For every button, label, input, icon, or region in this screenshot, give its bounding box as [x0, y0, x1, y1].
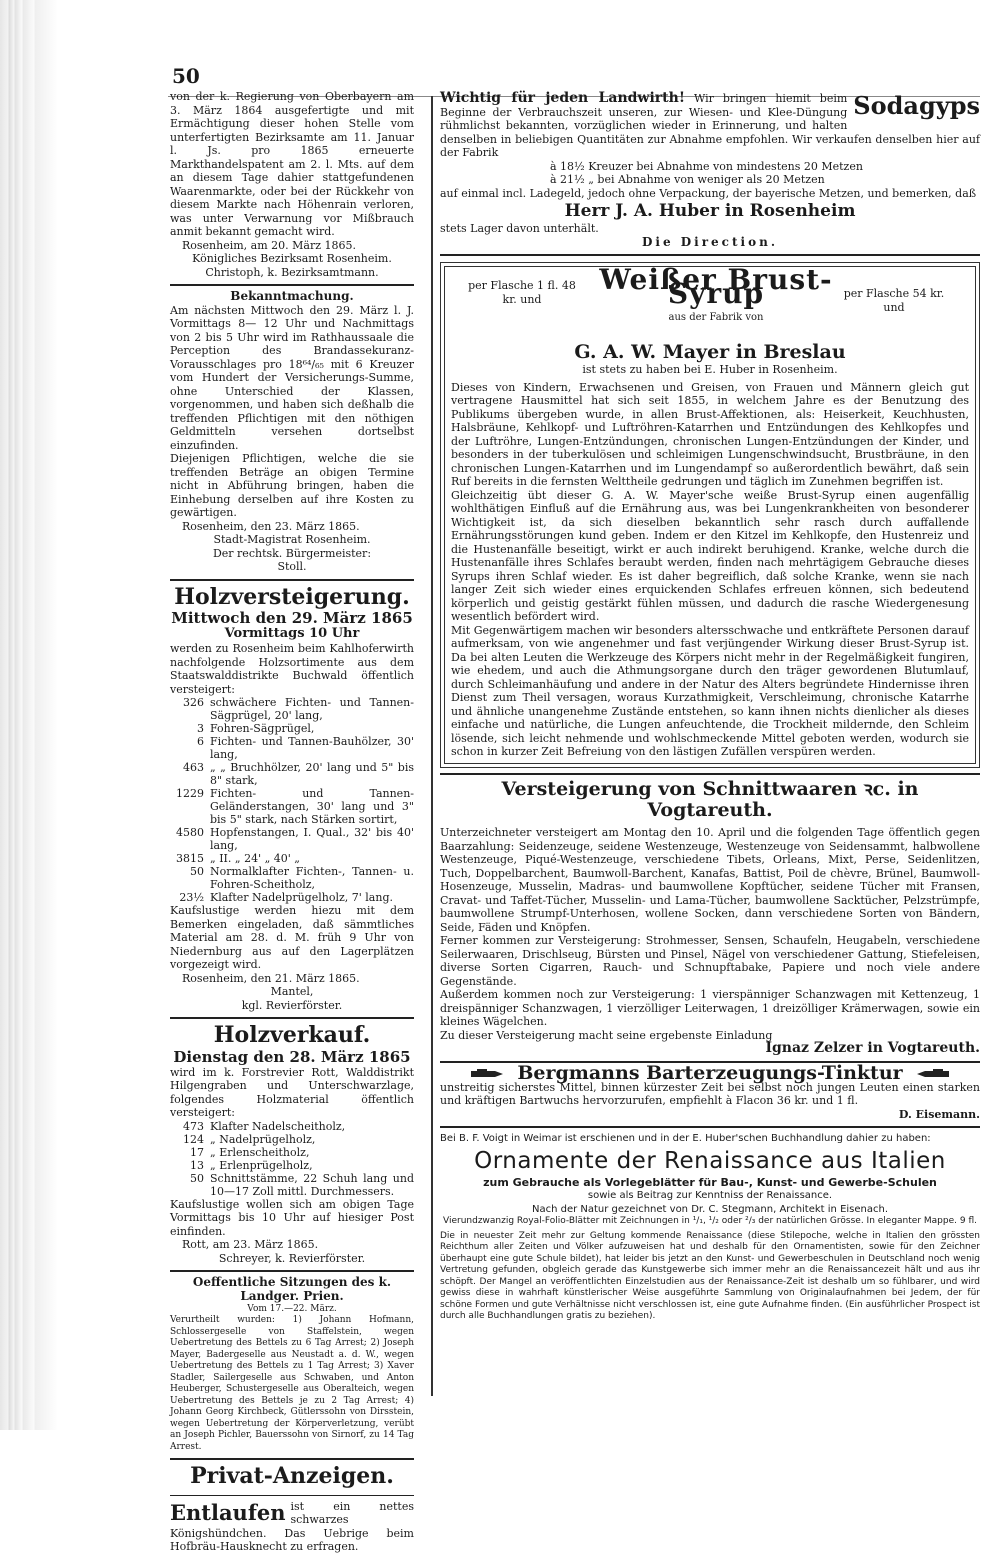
- notice-closing: Kaufslustige wollen sich am obigen Tage Vormittags bis 10 Uhr auf hiesiger Post einfinden.: [170, 1197, 414, 1238]
- notice-court-sessions: [170, 1276, 414, 1453]
- wood-description: Normalklafter Fichten-, Tannen- u. Fohren-Scheitholz,: [210, 865, 414, 892]
- ad-signer: Die Direction.: [641, 234, 778, 249]
- ad-lead: Wichtig für jeden Landwirth!: [440, 90, 685, 106]
- divider: [170, 1495, 414, 1496]
- notice-date: Rosenheim, am 20. März 1865.: [182, 238, 357, 252]
- ad-frame: [444, 263, 976, 764]
- wood-quantity: 17: [190, 1145, 204, 1159]
- ad-beard-tincture: [440, 1061, 980, 1122]
- wood-quantity: 473: [183, 1119, 204, 1133]
- wood-description: Klafter Nadelscheitholz,: [210, 1119, 346, 1133]
- wood-list-row: [170, 852, 414, 865]
- divider: [440, 1126, 980, 1128]
- ad-auction-vogtareuth: [440, 779, 980, 1056]
- ad-body: Die in neuester Zeit mehr zur Geltung kommende Renaissance (diese Stilepoche, welche in Italien den grössten Reichthum aller Zeiten und Völker aufzuweisen hat und deshalb für den Ornamentisten, sowie für den Zeichner überhaupt eine gute Schule bildet), hat leider bis jetzt an den Kunst- und Gewerbeschulen in Deutschland noch wenig Vertretung gefunden, obgleich gerade das Kunstgewerbe sich immer mehr an die Renaissancezeit hält und aus ihr schöpft. Der Mangel an veröffentlichten Einzelstudien aus der Renaissance-Zeit ist deshalb um so fühlbarer, und wird gewiss diese in wahrhaft künstlerischer Weise ausgeführte Sammlung von Originalaufnahmen bei Jedem, der für schöne Formen und gute Verhältnisse nicht verschlossen ist, eine gute Aufnahme finden. (Ein ausführlicher Prospect ist durch alle Buchhandlungen gratis zu beziehen).: [440, 1230, 980, 1322]
- ad-body: Dieses von Kindern, Erwachsenen und Greisen, von Frauen und Männern gleich gut vertragene Hausmittel hat sich seit 1855, in welchem Jahre es der Benutzung des Publikums übergeben wurde, in allen Brust-Affektionen, als: Heiserkeit, Keuchhusten, Halsbräune, Kehlkopf- und Luftröhren-Katarrhen und Entzündungen des Kehlkopfes und der Luftröhre, Lungen-Entzündungen, chronischen Lungen-Entzündungen der Kinder, und besonders in der tuberkulösen und schleimigen Lungenschwindsucht, Brustbräune, in den chronischen Lungen-Katarrhen und im Lungendampf so außerordentlich bewährt, daß sein Ruf bereits in die fernsten Welttheile gedrungen und täglich im Zunehmen begriffen ist.: [451, 380, 969, 488]
- ad-body: Unterzeichneter versteigert am Montag den 10. April und die folgenden Tage öffentlich gegen Baarzahlung: Seidenzeuge, seidene Westenzeuge, Westenzeuge von Seidensammt, halbwollene Westenzeuge, Piqué-Westenzeuge, verschiedene Tibets, Orleans, Mixt, Perse, Seidenlitzen, Tuch, Doppelbarchent, Baumwoll-Barchent, Kanafas, Battist, Poil de chèvre, Brünel, Baumwoll-Hosenzeuge, Musselin, Madras- und baumwollene Kopftücher, seidene Tücher mit Fransen, Cravat- und Taffet-Tücher, Musselin- und Lama-Tücher, baumwollene Sacktücher, Pelzstrümpfe, baumwollene Strumpf-Unterhosen, wollene Socken, dann verschiedene Sorten von Bändern, Seide, Fäden und Knöpfen.: [440, 826, 980, 934]
- wood-quantity: 463: [183, 761, 204, 775]
- left-column: [170, 90, 414, 1554]
- book-binding-edge: [0, 0, 58, 1430]
- ad-title: Ornamente der Renaissance aus Italien: [474, 1147, 946, 1174]
- notice-role: Der rechtsk. Bürgermeister:: [212, 546, 372, 560]
- notice-title: Holzverkauf.: [213, 1022, 371, 1049]
- ad-title: Versteigerung von Schnittwaaren ꝛc. in Vogtareuth.: [501, 777, 919, 822]
- ad-title: Bergmanns Barterzeugungs-Tinktur: [517, 1061, 903, 1084]
- ad-title: Weißer Brust-Syrup: [599, 263, 833, 310]
- ad-body-2: auf einmal incl. Ladegeld, jedoch ohne Verpackung, der bayerische Metzen, und bemerken, daß: [440, 186, 977, 200]
- column-divider: [431, 96, 433, 1396]
- notice-office: Stadt-Magistrat Rosenheim.: [213, 533, 371, 547]
- ad-body-3: Außerdem kommen noch zur Versteigerung: 1 vierspänniger Schanzwagen mit Kettenzeug, 1 dreispänniger Schanzwagen, 1 vierzölliger Leiterwagen, 1 dreizölliger Krämerwagen, sowie ein kleines Wägelchen.: [440, 988, 980, 1029]
- ad-signer: Ignaz Zelzer in Vogtareuth.: [765, 1040, 980, 1057]
- wood-description: Fichten- und Tannen-Bauhölzer, 30' lang,: [210, 735, 414, 762]
- ad-seller: ist stets zu haben bei E. Huber in Rosenheim.: [582, 363, 838, 376]
- wood-description: Fichten- und Tannen-Geländerstangen, 30' lang und 3" bis 5" stark, nach Stärken sortirt,: [210, 787, 414, 827]
- notice-date: Rott, am 23. März 1865.: [182, 1238, 319, 1252]
- wood-list-row: [170, 826, 414, 852]
- ad-lost-dog: [170, 1500, 414, 1554]
- divider: [170, 1017, 414, 1019]
- section-title: Privat-Anzeigen.: [190, 1463, 394, 1490]
- ad-maker: G. A. W. Mayer in Breslau: [574, 341, 846, 363]
- wood-description: Fohren-Sägprügel,: [210, 722, 315, 736]
- ad-body: ist ein nettes schwarzes Königshündchen. Das Uebrige beim Hofbräu-Hausknecht zu erfragen.: [170, 1499, 414, 1554]
- notice-title: Holzversteigerung.: [174, 583, 410, 610]
- wood-list-row: [170, 1133, 414, 1146]
- pointing-hand-left-icon: [911, 1067, 951, 1081]
- divider: [170, 579, 414, 581]
- notice-title: Oeffentliche Sitzungen des k. Landger. Prien.: [192, 1275, 392, 1304]
- wood-quantity: 3815: [176, 852, 204, 866]
- notice-office: Königliches Bezirksamt Rosenheim.: [192, 252, 392, 265]
- wood-quantity: 4580: [176, 826, 204, 840]
- divider: [170, 284, 414, 286]
- private-ads: [170, 1464, 414, 1553]
- ad-format: Vierundzwanzig Royal-Folio-Blätter mit Zeichnungen in ¹/₁, ¹/₂ oder ²/₃ der natürlichen Grösse. In eleganter Mappe. 9 fl.: [443, 1216, 977, 1227]
- wood-quantity: 50: [190, 865, 204, 879]
- notice-dates: Vom 17.—22. März.: [247, 1303, 337, 1314]
- divider: [170, 1270, 414, 1272]
- notice-date-line: Dienstag den 28. März 1865: [173, 1047, 411, 1066]
- notice-announcement: [170, 290, 414, 574]
- ad-lead: Entlaufen: [170, 1499, 286, 1525]
- notice-date: Rosenheim, den 23. März 1865.: [182, 519, 360, 533]
- notice-date-line: Mittwoch den 29. März 1865: [171, 609, 413, 628]
- notice-date: Rosenheim, den 21. März 1865.: [182, 971, 360, 985]
- divider: [440, 254, 980, 256]
- wood-list: [170, 1120, 414, 1198]
- wood-list-row: [170, 891, 414, 904]
- divider: [170, 1458, 414, 1460]
- wood-quantity: 6: [197, 735, 204, 749]
- notice-signer: Mantel,: [270, 985, 314, 999]
- ad-subtitle: zum Gebrauche als Vorlegeblätter für Bau-, Kunst- und Gewerbe-Schulen: [483, 1175, 937, 1189]
- notice-lost-patent: [170, 90, 414, 279]
- wood-description: Schnittstämme, 22 Schuh lang und 10—17 Zoll mittl. Durchmessers.: [210, 1171, 414, 1198]
- ad-renaissance-book: [440, 1132, 980, 1323]
- notice-signer: Christoph, k. Bezirksamtmann.: [205, 265, 379, 279]
- divider: [440, 773, 980, 775]
- wood-description: „ Erlenscheitholz,: [210, 1145, 310, 1159]
- ad-from: aus der Fabrik von: [668, 312, 764, 323]
- wood-list-row: [170, 1120, 414, 1133]
- ad-agent: Herr J. A. Huber in Rosenheim: [564, 201, 856, 221]
- wood-quantity: 23½: [179, 891, 204, 905]
- wood-quantity: 13: [190, 1158, 204, 1172]
- notice-closing: Kaufslustige werden hiezu mit dem Bemerken eingeladen, daß sämmtliches Material am 28. d. M. früh 9 Uhr von Niedernburg aus auf den Lagerplätzen vorgezeigt wird.: [170, 904, 414, 972]
- notice-body: von der k. Regierung von Oberbayern am 3. März 1864 ausgefertigte und mit Ermächtigung dieser hohen Stelle vom unterfertigten Bezirksamte am 11. Januar l. Js. pro 1865 erneuerte Markthandelspatent am 2. l. Mts. auf dem an diesem Tage dahier stattgefundenen Waarenmarkte, oder bei der Rückkehr von diesem Markte nach Höhenrain verloren, was unter Verwarnung vor Mißbrauch anmit bekannt gemacht wird.: [170, 90, 414, 238]
- wood-description: „ Nadelprügelholz,: [210, 1132, 316, 1146]
- pointing-hand-right-icon: [469, 1067, 509, 1081]
- ad-signer: D. Eisemann.: [898, 1107, 980, 1121]
- wood-list-row: [170, 1159, 414, 1172]
- wood-quantity: 1229: [176, 787, 204, 801]
- notice-time-line: Vormittags 10 Uhr: [224, 626, 360, 642]
- ad-brust-syrup: [440, 262, 980, 768]
- wood-description: „ Erlenprügelholz,: [210, 1158, 313, 1172]
- wood-list-row: [170, 787, 414, 826]
- notice-wood-auction: [170, 585, 414, 1012]
- notice-body: Verurtheilt wurden: 1) Johann Hofmann, Schlossergeselle von Staffelstein, wegen Uebertretung des Bettels zu 6 Tag Arrest; 2) Joseph Mayer, Badergeselle aus Neustadt a. d. W., wegen Uebertretung des Bettels zu 1 Tag Arrest; 3) Xaver Stadler, Sailergeselle aus Schwaben, und Anton Heuberger, Schustergeselle aus Oberalteich, wegen Uebertretung des Bettels je zu 2 Tag Arrest; 4) Johann Georg Kirchbeck, Gütlerssohn von Dirsstein, wegen Uebertretung der Körperverletzung, verübt an Joseph Pichler, Bauerssohn von Sirnorf, zu 14 Tag Arrest.: [170, 1315, 414, 1452]
- ad-subtitle-2: sowie als Beitrag zur Kenntniss der Renaissance.: [587, 1190, 833, 1202]
- notice-signer: Schreyer, k. Revierförster.: [218, 1251, 366, 1265]
- wood-quantity: 124: [183, 1132, 204, 1146]
- notice-signer: Stoll.: [277, 560, 307, 574]
- notice-intro: wird im k. Forstrevier Rott, Walddistrikt Hilgengraben und Unterschwarzlage, folgendes Holzmaterial öffentlich versteigert:: [170, 1065, 414, 1120]
- wood-description: „ „ Bruchhölzer, 20' lang und 5" bis 8" stark,: [210, 761, 414, 788]
- wood-list-row: [170, 1172, 414, 1198]
- product-name: Sodagyps: [853, 91, 980, 120]
- ad-header: [451, 263, 969, 341]
- wood-list-row: [170, 761, 414, 787]
- wood-description: Hopfenstangen, I. Qual., 32' bis 40' lang,: [210, 826, 414, 853]
- notice-role: kgl. Revierförster.: [241, 998, 343, 1012]
- ad-body-3: Mit Gegenwärtigem machen wir besonders altersschwache und entkräftete Personen darauf aufmerksam, von wie angenehmer und fast verjüngender Wirkung dieser Brust-Syrup ist. Da bei alten Leuten die Werkzeuge des Körpers nicht mehr in der Regelmäßigkeit fungiren, wie ehedem, und auch die Athmungsorgane durch den träger gewordenen Blutumlauf, durch Schleimanhäufung und andere in der Natur des Alters begründete Hindernisse ihren Dienst zum Theil versagen, woraus Kurzathmigkeit, Verschleimung, chronische Katarrhe und ähnliche unangenehme Zustände entstehen, so kann ihnen nichts dienlicher als dieses einfache und natürliche, die Lungen anfeuchtende, die Trockheit mildernde, den Schleim lösende, sich leicht nehmende und wohlschmeckende Mittel geboten werden, wodurch sie schon in kurzer Zeit Befreiung von den lästigen Zufällen verspüren werden.: [451, 623, 969, 758]
- wood-list-row: [170, 865, 414, 891]
- ad-author: Nach der Natur gezeichnet von Dr. C. Stegmann, Architekt in Eisenach.: [531, 1203, 889, 1215]
- ad-sodagyps: [440, 92, 980, 249]
- ad-body-4: Zu dieser Versteigerung macht seine ergebenste Einladung: [440, 1028, 773, 1042]
- ad-body-3: stets Lager davon unterhält.: [440, 222, 599, 235]
- page-number: 50: [172, 64, 200, 88]
- wood-list-row: [170, 735, 414, 761]
- price-left: per Flasche 1 fl. 48 kr. und: [468, 279, 576, 306]
- wood-list-row: [170, 722, 414, 735]
- wood-list-row: [170, 1146, 414, 1159]
- ad-body: Wir bringen hiemit beim Beginne der Verbrauchszeit unseren, zur Wiesen- und Klee-Düngung rühmlichst bekannten, vorzüglichen wieder in Erinnerung, und halten denselben in beliebigen Quantitäten zur Abnahme empfohlen. Wir verkaufen denselben hier auf der Fabrik: [440, 92, 980, 159]
- notice-title: Bekanntmachung.: [230, 289, 354, 303]
- notice-body-2: Diejenigen Pflichtigen, welche die sie treffenden Beträge an obigen Termine nicht in Abführung bringen, haben die Einhebung derselben auf ihre Kosten zu gewärtigen.: [170, 452, 414, 520]
- wood-quantity: 50: [190, 1171, 204, 1185]
- wood-list-row: [170, 696, 414, 722]
- wood-description: schwächere Fichten- und Tannen-Sägprügel, 20' lang,: [210, 696, 414, 723]
- notice-intro: werden zu Rosenheim beim Kahlhoferwirth nachfolgende Holzsortimente aus dem Staatswalddistrikte Buchwald öffentlich versteigert:: [170, 642, 414, 696]
- notice-wood-sale: [170, 1023, 414, 1265]
- wood-quantity: 326: [183, 696, 204, 710]
- ad-body-2: Gleichzeitig übt dieser G. A. W. Mayer'sche weiße Brust-Syrup einen augenfällig wohlthätigen Einfluß auf die Ernährung aus, was bei Lungenkrankheiten von besonderer Wichtigkeit ist, da sich dieselben bekanntlich sehr rasch durch auffallende Ernährungsstörungen kund geben. Indem er den Kitzel im Kehlkopfe, den Hustenreiz und die Hustenanfälle beseitigt, wirkt er auch indirekt beruhigend. Kranke, welche durch die Hustenanfälle ihres Schlafes beraubt werden, finden nach mehrtägigem Gebrauche dieses Syrups ihren Schlaf wieder. Es ist daher begreiflich, daß solche Kranke, wenn sie nach langer Zeit sich wieder eines erquickenden Schlafes erfreuen können, sich bedeutend körperlich und geistig gestärkt fühlen müssen, und dadurch die rasche Wiedergenesung wesentlich befördert wird.: [451, 488, 969, 623]
- ad-body: unstreitig sicherstes Mittel, binnen kürzester Zeit bei selbst noch jungen Leuten einen starken und kräftigen Bartwuchs hervorzurufen, empfiehlt à Flacon 36 kr. und 1 fl.: [440, 1080, 980, 1108]
- price-line: à 21½ „ bei Abnahme von weniger als 20 Metzen: [550, 173, 825, 186]
- right-column: [440, 92, 980, 1323]
- notice-body: Am nächsten Mittwoch den 29. März l. J. Vormittags 8— 12 Uhr und Nachmittags von 2 bis 5 Uhr wird im Rathhaussaale die Perception des Brandassekuranz- Vorausschlages pro 18⁶⁴/₆₅ mit 6 Kreuzer vom Hundert der Versicherungs-Summe, ohne Unterschied der Klassen, vorgenommen, und haben sich deßhalb die treffenden Pflichtigen mit den nöthigen Geldmitteln versehen dortselbst einzufinden.: [170, 303, 414, 452]
- wood-list: [170, 696, 414, 904]
- wood-quantity: 3: [197, 722, 204, 736]
- ad-body-2: Ferner kommen zur Versteigerung: Strohmesser, Sensen, Schaufeln, Heugabeln, verschiedene Seilerwaaren, Drischlseug, Bürsten und Pinsel, Nägel von verschiedener Gattung, Stiefeleisen, diverse Sorten Cigarren, Rauch- und Schnupftabake, Papiere und noch viele andere Gegenstände.: [440, 934, 980, 988]
- price-line: à 18½ Kreuzer bei Abnahme von mindestens 20 Metzen: [550, 159, 863, 173]
- wood-description: Klafter Nadelprügelholz, 7' lang.: [210, 891, 393, 905]
- ad-intro: Bei B. F. Voigt in Weimar ist erschienen und in der E. Huber'schen Buchhandlung dahier zu haben:: [440, 1133, 931, 1145]
- ad-title-row: [440, 1061, 980, 1084]
- wood-description: „ II. „ 24' „ 40' „: [210, 852, 301, 866]
- price-right: per Flasche 54 kr. und: [843, 287, 945, 314]
